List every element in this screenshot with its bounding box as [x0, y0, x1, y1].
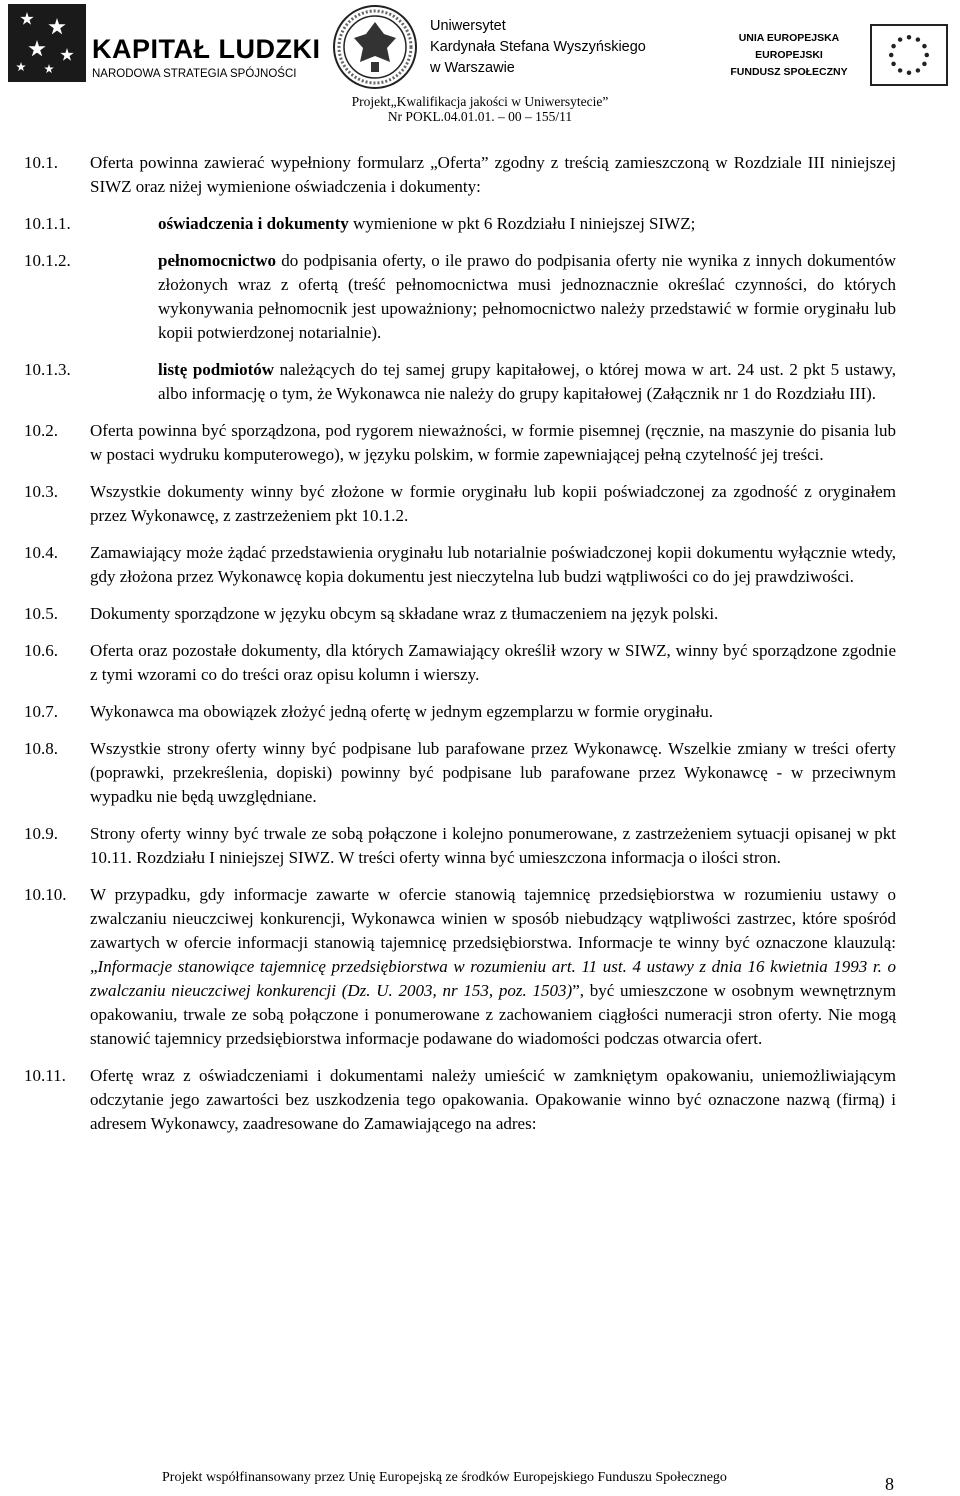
university-name-line2: Kardynała Stefana Wyszyńskiego [430, 39, 646, 55]
eu-flag-icon [870, 24, 948, 86]
section-number: 10.2. [24, 421, 58, 440]
eu-logo-text [722, 30, 856, 81]
section-text: Wykonawca ma obowiązek złożyć jedną ofertę w jednym egzemplarzu w formie oryginału. [90, 702, 713, 721]
section-10-4 [24, 541, 896, 589]
eu-logo [722, 20, 952, 90]
section-text: W przypadku, gdy informacje zawarte w ofercie stanowią tajemnicę przedsiębiorstwa w rozumieniu ustawy o zwalczaniu nieuczciwej konkurencji, Wykonawca winien w sposób niebudzący wątpliwości zastrzec, które spośród zawartych w ofercie informacji stanowią tajemnicę przedsiębiorstwa. Informacje te winny być oznaczone klauzulą: „ [90, 885, 896, 976]
eu-logo-line1: UNIA EUROPEJSKA [738, 32, 840, 44]
eu-logo-line3: FUNDUSZ SPOŁECZNY [730, 66, 848, 78]
university-name [430, 16, 646, 79]
section-text-continued: ”, być umieszczone w osobnym wewnętrznym opakowaniu, trwale ze sobą połączone i ponumerowane z zachowaniem ciągłości numeracji stron oferty. Nie mogą stanowić tajemnicy przedsiębiorstwa informacje podawane do wiadomości podczas otwarcia ofert. [90, 981, 896, 1048]
kapital-ludzki-logo [8, 4, 321, 84]
university-name-line1: Uniwersytet [430, 18, 506, 34]
project-number: Nr POKL.04.01.01. – 00 – 155/11 [387, 109, 573, 124]
section-10-11 [24, 1064, 896, 1136]
section-10-8 [24, 737, 896, 809]
section-text: wymienione w pkt 6 Rozdziału I niniejszej SIWZ; [348, 214, 696, 233]
section-number: 10.8. [24, 739, 58, 758]
university-seal-icon [332, 4, 418, 90]
section-number: 10.11. [24, 1066, 66, 1085]
section-text: Oferta oraz pozostałe dokumenty, dla których Zamawiający określił wzory w SIWZ, winny być sporządzone zgodnie z tymi wzorami co do treści oraz opisu kolumn i wierszy. [90, 641, 896, 684]
section-10-6 [24, 639, 896, 687]
section-number: 10.6. [24, 641, 58, 660]
section-text: Oferta powinna być sporządzona, pod rygorem nieważności, w formie pisemnej (ręcznie, na maszynie do pisania lub w postaci wydruku komputerowego), w języku polskim, w formie zapewniającej pełną czytelność jej treści. [90, 421, 896, 464]
section-text: Dokumenty sporządzone w języku obcym są składane wraz z tłumaczeniem na język polski. [90, 604, 719, 623]
kapital-ludzki-subtitle: NARODOWA STRATEGIA SPÓJNOŚCI [92, 68, 297, 80]
section-number: 10.1.3. [24, 360, 71, 379]
section-text: Oferta powinna zawierać wypełniony formularz „Oferta” zgodny z treścią zamieszczoną w Rozdziale III niniejszej SIWZ oraz niżej wymienione oświadczenia i dokumenty: [90, 153, 896, 196]
section-number: 10.1. [24, 153, 58, 172]
kapital-ludzki-title: KAPITAŁ LUDZKI [92, 34, 321, 64]
university-name-line3: w Warszawie [430, 60, 515, 76]
section-10-10 [24, 883, 896, 1051]
section-number: 10.9. [24, 824, 58, 843]
section-bold-term: listę podmiotów [158, 360, 275, 379]
section-number: 10.1.2. [24, 251, 71, 270]
section-10-3 [24, 480, 896, 528]
page-number: 8 [885, 1474, 894, 1494]
section-10-2 [24, 419, 896, 467]
section-10-1 [24, 151, 896, 199]
project-title: Projekt„Kwalifikacja jakości w Uniwersytecie” [351, 94, 609, 109]
section-10-1-1 [24, 212, 896, 236]
section-10-7 [24, 700, 896, 724]
section-10-1-3 [24, 358, 896, 406]
section-text: Wszystkie strony oferty winny być podpisane lub parafowane przez Wykonawcę. Wszelkie zmiany w treści oferty (poprawki, przekreślenia, dopiski) powinny być podpisane lub parafowane przez Wykonawcę - w przeciwnym wypadku nie będą uwzględniane. [90, 739, 896, 806]
section-10-9 [24, 822, 896, 870]
section-number: 10.5. [24, 604, 58, 623]
page-header [0, 0, 960, 124]
section-10-1-2 [24, 249, 896, 345]
section-italic-clause: Informacje stanowiące tajemnicę przedsiębiorstwa w rozumieniu art. 11 ust. 4 ustawy z dnia 16 kwietnia 1993 r. o zwalczaniu nieuczciwej konkurencji (Dz. U. 2003, nr 153, poz. 1503) [90, 957, 896, 1000]
section-10-5 [24, 602, 896, 626]
section-bold-term: pełnomocnictwo [158, 251, 277, 270]
section-number: 10.10. [24, 885, 67, 904]
document-body [24, 151, 896, 1136]
kapital-ludzki-stars-icon [8, 4, 86, 82]
section-number: 10.7. [24, 702, 58, 721]
section-text: Wszystkie dokumenty winny być złożone w formie oryginału lub kopii poświadczonej za zgodność z oryginałem przez Wykonawcę, z zastrzeżeniem pkt 10.1.2. [90, 482, 896, 525]
section-number: 10.3. [24, 482, 58, 501]
section-text: Zamawiający może żądać przedstawienia oryginału lub notarialnie poświadczonej kopii dokumentu wyłącznie wtedy, gdy złożona przez Wykonawcę kopia dokumentu jest nieczytelna lub budzi wątpliwości co do jej prawdziwości. [90, 543, 896, 586]
section-number: 10.4. [24, 543, 58, 562]
section-text: do podpisania oferty, o ile prawo do podpisania oferty nie wynika z innych dokumentów złożonych wraz z ofertą (treść pełnomocnictwa musi jednoznacznie określać czynności, do których wykonywania pełnomocnik jest upoważniony; pełnomocnictwo należy przedstawić w formie oryginału lub kopii potwierdzonej notarialnie). [158, 251, 896, 342]
section-text: Strony oferty winny być trwale ze sobą połączone i kolejno ponumerowane, z zastrzeżeniem sytuacji opisanej w pkt 10.11. Rozdziału I niniejszej SIWZ. W treści oferty winna być umieszczona informacja o ilości stron. [90, 824, 896, 867]
section-bold-term: oświadczenia i dokumenty [158, 214, 349, 233]
eu-logo-line2: EUROPEJSKI [755, 49, 823, 61]
section-number: 10.1.1. [24, 214, 71, 233]
project-info [0, 94, 960, 124]
footer-text: Projekt współfinansowany przez Unię Europejską ze środków Europejskiego Funduszu Społecznego [162, 1470, 727, 1485]
section-text: Ofertę wraz z oświadczeniami i dokumentami należy umieścić w zamkniętym opakowaniu, uniemożliwiającym odczytanie jego zawartości bez uszkodzenia tego opakowania. Opakowanie winno być oznaczone nazwą (firmą) i adresem Wykonawcy, zaadresowane do Zamawiającego na adres: [90, 1066, 896, 1133]
section-text: należących do tej samej grupy kapitałowej, o której mowa w art. 24 ust. 2 pkt 5 ustawy, albo informację o tym, że Wykonawca nie należy do grupy kapitałowej (Załącznik nr 1 do Rozdziału III). [158, 360, 897, 403]
